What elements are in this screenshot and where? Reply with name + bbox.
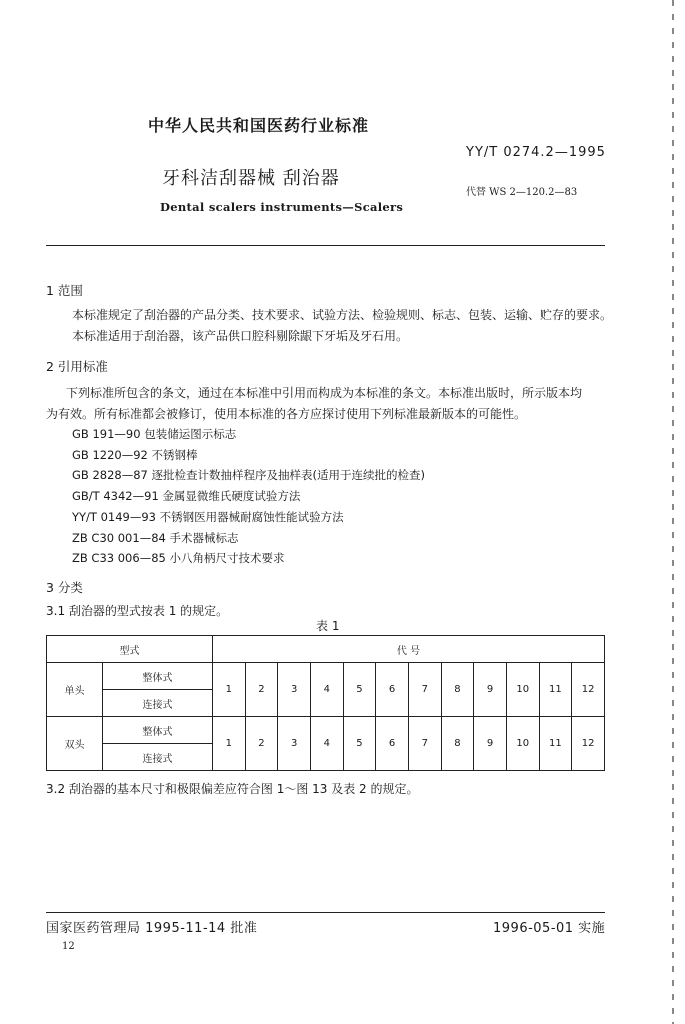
code-cell: 1	[213, 663, 246, 717]
code-cell: 10	[506, 663, 539, 717]
replaces-note: 代替 WS 2—120.2—83	[466, 187, 578, 198]
code-cell: 2	[245, 717, 278, 771]
subtype-connected: 连接式	[103, 690, 213, 717]
table-1-caption: 表 1	[316, 619, 340, 633]
code-cell: 11	[539, 717, 572, 771]
page-number: 12	[62, 941, 75, 952]
reference-item: YY/T 0149—93 不锈钢医用器械耐腐蚀性能试验方法	[72, 510, 344, 524]
table-header-row	[47, 636, 605, 663]
section-1-para-2: 本标准适用于刮治器，该产品供口腔科剔除龈下牙垢及牙石用。	[72, 329, 409, 343]
group-single-head: 单头	[47, 663, 103, 717]
standard-code: YY/T 0274.2—1995	[466, 145, 606, 160]
scaler-type-table	[46, 635, 605, 771]
footer-divider	[46, 912, 605, 913]
section-2-heading: 2 引用标准	[46, 359, 108, 374]
clause-3-1: 3.1 刮治器的型式按表 1 的规定。	[46, 604, 229, 618]
code-cell: 6	[376, 663, 409, 717]
english-title: Dental scalers instruments—Scalers	[160, 200, 404, 214]
section-1-heading: 1 范围	[46, 283, 83, 298]
group-double-head: 双头	[47, 717, 103, 771]
scan-edge	[672, 0, 674, 1024]
code-cell: 9	[474, 663, 507, 717]
reference-item: GB 1220—92 不锈钢棒	[72, 448, 198, 462]
code-cell: 10	[506, 717, 539, 771]
subtype-connected: 连接式	[103, 744, 213, 771]
code-cell: 7	[408, 663, 441, 717]
code-cell: 5	[343, 663, 376, 717]
section-3-heading: 3 分类	[46, 580, 83, 595]
reference-item: ZB C30 001—84 手术器械标志	[72, 531, 239, 545]
code-cell: 7	[408, 717, 441, 771]
code-cell: 4	[310, 663, 343, 717]
code-cell: 8	[441, 717, 474, 771]
code-cell: 12	[572, 717, 605, 771]
section-2-para-line-2: 为有效。所有标准都会被修订，使用本标准的各方应探讨使用下列标准最新版本的可能性。	[46, 407, 527, 421]
code-cell: 6	[376, 717, 409, 771]
implementation-date: 1996-05-01 实施	[493, 921, 606, 936]
code-header: 代 号	[213, 636, 605, 663]
clause-3-2: 3.2 刮治器的基本尺寸和极限偏差应符合图 1～图 13 及表 2 的规定。	[46, 782, 419, 796]
code-cell: 3	[278, 663, 311, 717]
subtype-integral: 整体式	[103, 663, 213, 690]
table-row	[47, 717, 605, 744]
code-cell: 8	[441, 663, 474, 717]
code-cell: 9	[474, 717, 507, 771]
organization-heading: 中华人民共和国医药行业标准	[148, 116, 370, 135]
reference-item: ZB C33 006—85 小八角柄尺寸技术要求	[72, 551, 285, 565]
document-title: 牙科洁刮器械 刮治器	[162, 168, 340, 189]
code-cell: 2	[245, 663, 278, 717]
section-1-para-1: 本标准规定了刮治器的产品分类、技术要求、试验方法、检验规则、标志、包装、运输、贮存的要求。	[72, 308, 613, 322]
table-row	[47, 663, 605, 690]
subtype-integral: 整体式	[103, 717, 213, 744]
reference-item: GB/T 4342—91 金属显微维氏硬度试验方法	[72, 489, 301, 503]
code-cell: 5	[343, 717, 376, 771]
code-cell: 11	[539, 663, 572, 717]
reference-item: GB 191—90 包装储运图示标志	[72, 427, 237, 441]
code-cell: 1	[213, 717, 246, 771]
code-cell: 4	[310, 717, 343, 771]
approval-line: 国家医药管理局 1995-11-14 批准	[46, 921, 258, 936]
section-2-para-line-1: 下列标准所包含的条文，通过在本标准中引用而构成为本标准的条文。本标准出版时，所示版本均	[66, 386, 583, 400]
reference-item: GB 2828—87 逐批检查计数抽样程序及抽样表(适用于连续批的检查)	[72, 468, 425, 482]
code-cell: 3	[278, 717, 311, 771]
header-divider	[46, 245, 605, 246]
code-cell: 12	[572, 663, 605, 717]
type-header: 型式	[47, 636, 213, 663]
